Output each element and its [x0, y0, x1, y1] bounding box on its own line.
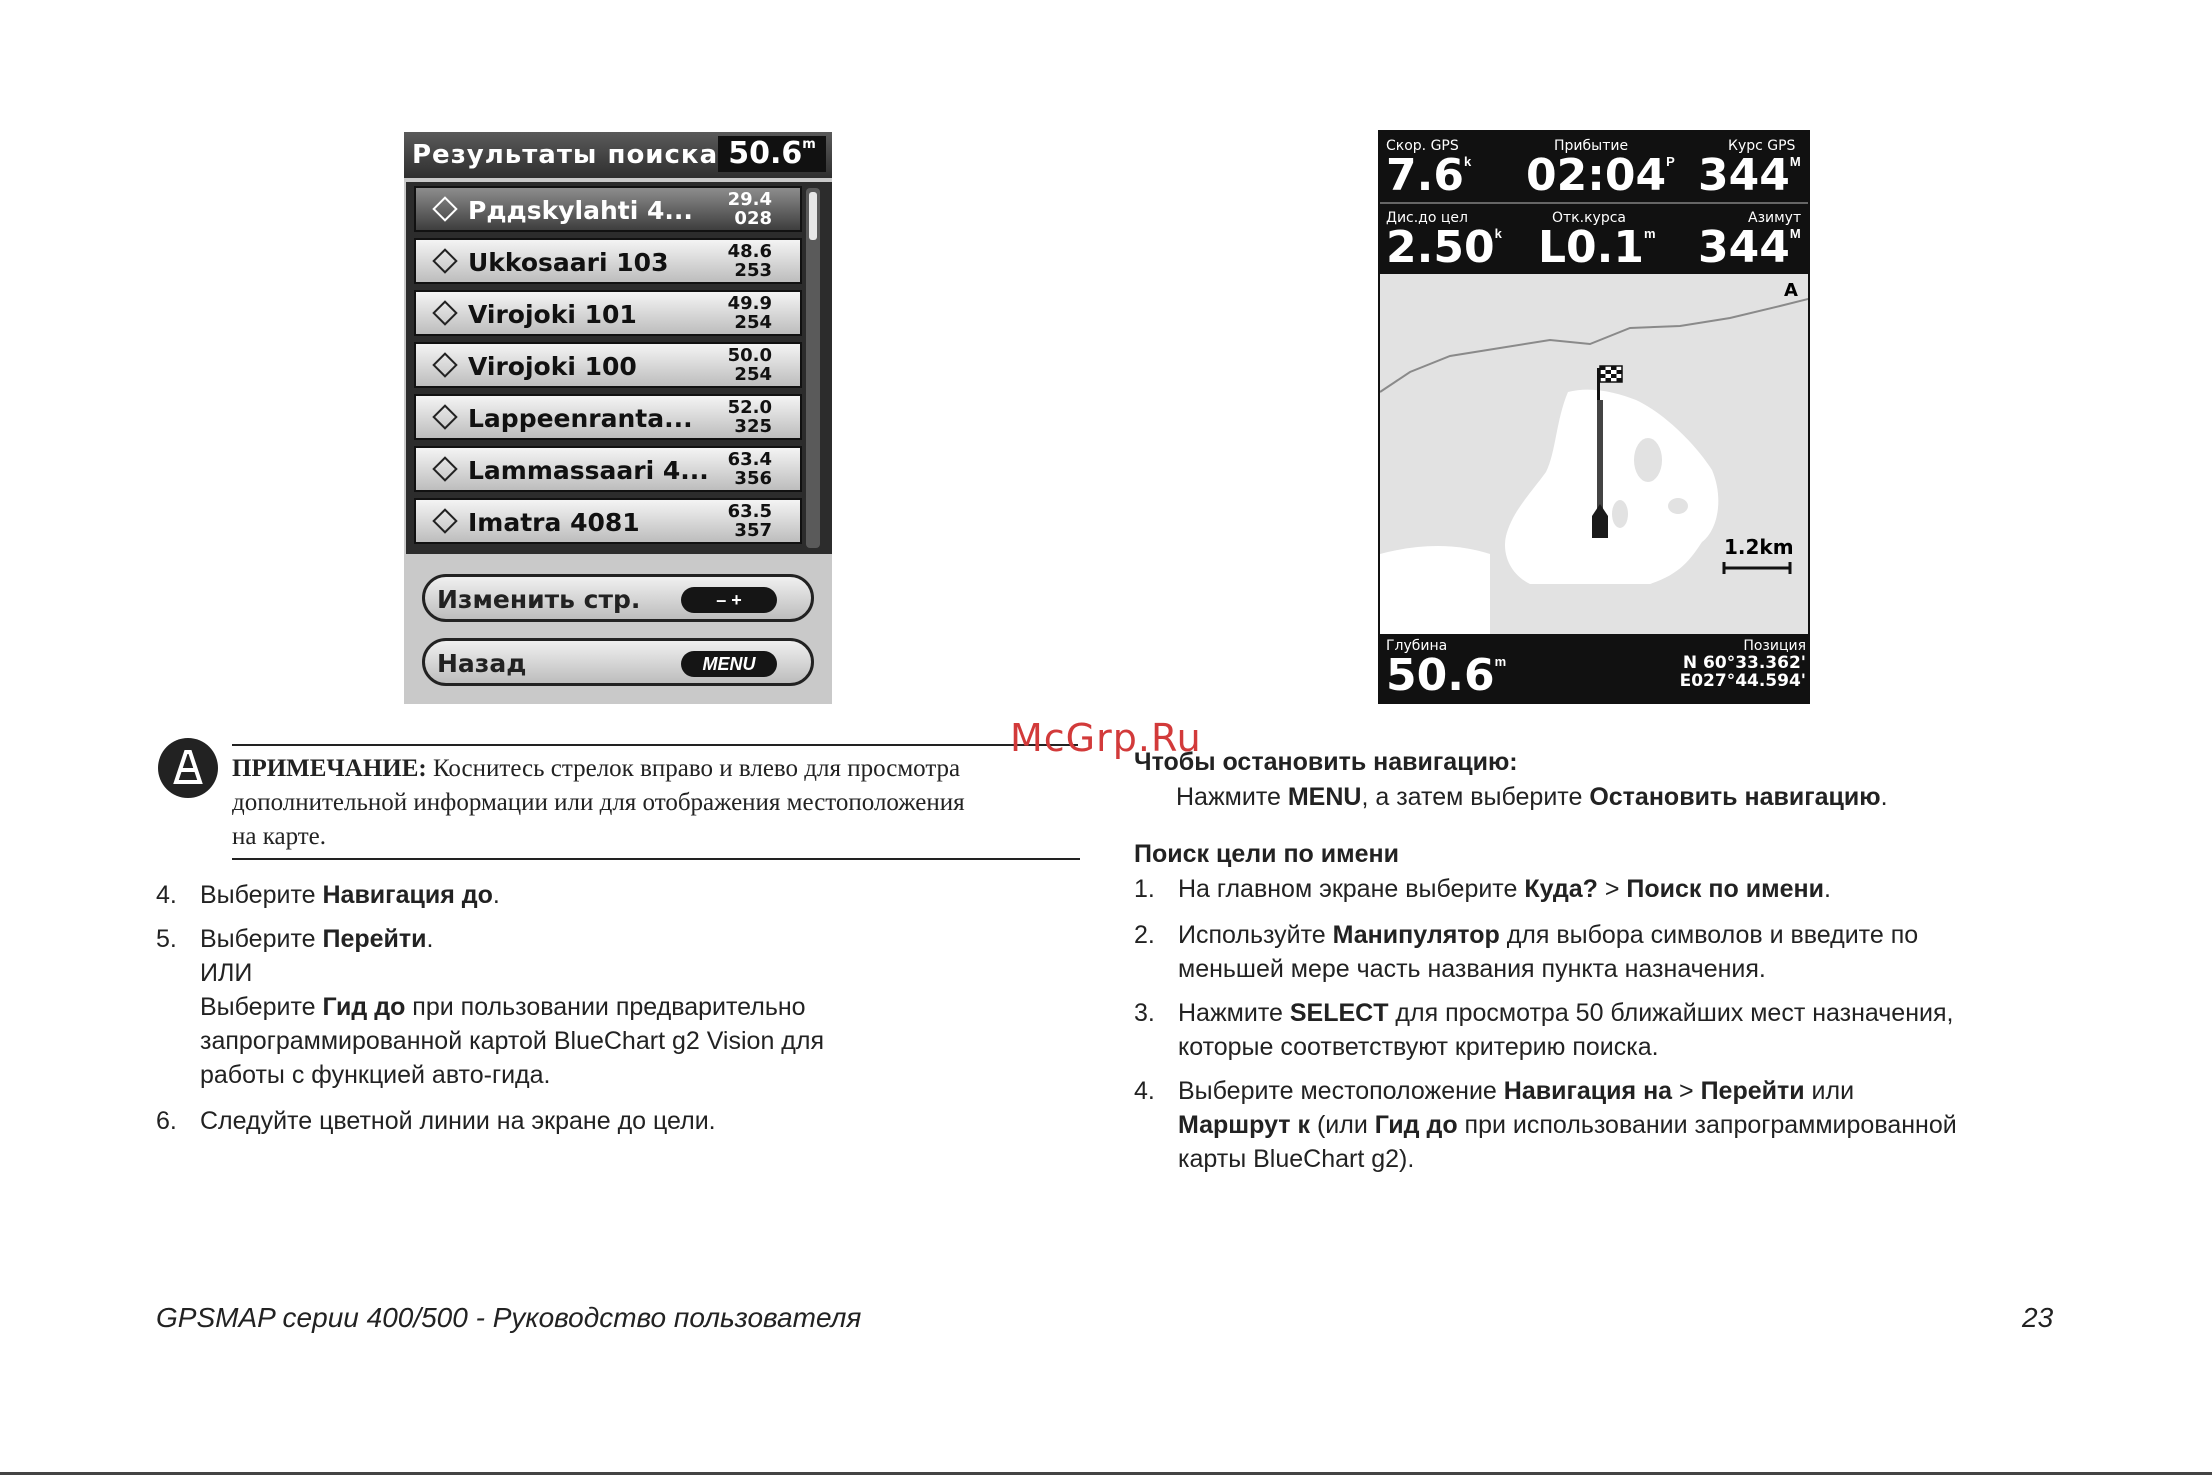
- result-row[interactable]: [414, 498, 802, 544]
- bold-term: Поиск по имени: [1626, 875, 1824, 903]
- step-number: 6.: [156, 1107, 177, 1135]
- result-name: Ukkosaari 103: [468, 248, 669, 277]
- result-bearing: 357: [734, 520, 772, 541]
- text-run: .: [1823, 875, 1831, 903]
- results-scrollbar[interactable]: [806, 188, 820, 548]
- back-button[interactable]: [422, 638, 814, 686]
- step-text: [1178, 1074, 1957, 1176]
- result-row[interactable]: [414, 446, 802, 492]
- field-unit: m: [1643, 226, 1656, 241]
- result-name: Imatra 4081: [468, 508, 640, 537]
- text-line: которые соответствуют критерию поиска.: [1178, 1033, 1659, 1061]
- page-stepper-pill[interactable]: – +: [681, 587, 777, 613]
- watermark: McGrp.Ru: [1010, 716, 1202, 760]
- result-name: Lappeenranta...: [468, 404, 693, 433]
- bearing-field: [1698, 210, 1802, 273]
- text-run: На главном экране выберите: [1178, 875, 1525, 903]
- step-text: Следуйте цветной линии на экране до цели.: [200, 1107, 716, 1135]
- text-run: при пользовании предварительно: [405, 993, 806, 1021]
- stop-navigation-text: [1176, 780, 1888, 814]
- inlet: [1634, 438, 1662, 482]
- bold-term: Маршрут к: [1178, 1111, 1310, 1139]
- bold-term: Гид до: [1374, 1111, 1458, 1139]
- result-bearing: 254: [734, 364, 772, 385]
- result-distance: 29.4: [727, 189, 772, 210]
- note-text: [232, 752, 1092, 854]
- depth-value: 50.6: [728, 136, 803, 171]
- bold-term: Куда?: [1524, 875, 1598, 903]
- step-number: 3.: [1134, 999, 1155, 1027]
- result-distance: 63.4: [727, 449, 772, 470]
- result-row[interactable]: [414, 290, 802, 336]
- result-distance: 52.0: [727, 397, 772, 418]
- field-value: 02:04: [1526, 150, 1667, 201]
- text-run: .: [492, 881, 500, 909]
- step-number: 5.: [156, 925, 177, 953]
- waypoint-diamond-icon: [432, 196, 457, 221]
- latitude: N 60°33.362': [1682, 653, 1806, 673]
- field-value: L0.1: [1538, 222, 1644, 273]
- result-name: Pддskylahti 4...: [468, 196, 693, 225]
- field-value: 50.6: [1386, 650, 1495, 701]
- result-bearing: 028: [734, 208, 772, 229]
- result-distance: 49.9: [727, 293, 772, 314]
- back-label: Назад: [437, 649, 527, 678]
- step-text: [1178, 996, 1953, 1064]
- text-line: ИЛИ: [200, 959, 253, 987]
- field-unit: M: [1789, 226, 1801, 241]
- text-line: запрограммированной картой BlueChart g2 Vision для: [200, 1027, 825, 1055]
- step-text: [1178, 872, 1831, 906]
- field-caption: Прибытие: [1554, 138, 1629, 154]
- result-row[interactable]: [414, 394, 802, 440]
- result-name: Lammassaari 4...: [468, 456, 709, 485]
- field-unit: m: [1494, 654, 1507, 669]
- stop-navigation-heading: Чтобы остановить навигацию:: [1134, 748, 1518, 776]
- field-caption: Отк.курса: [1552, 210, 1626, 226]
- waypoint-diamond-icon: [432, 508, 457, 533]
- course-line: [1597, 400, 1603, 510]
- field-value: 344: [1698, 150, 1790, 201]
- screen-header: [404, 132, 832, 178]
- text-run: Выберите: [200, 881, 323, 909]
- text-run: Нажмите: [1176, 783, 1288, 811]
- result-name: Virojoki 101: [468, 300, 637, 329]
- bold-term: Перейти: [1700, 1077, 1805, 1105]
- result-distance: 48.6: [727, 241, 772, 262]
- distance-to-dest-field: [1386, 210, 1502, 273]
- waypoint-diamond-icon: [432, 248, 457, 273]
- note-line-1: [232, 752, 1092, 786]
- gps-speed-field: [1386, 138, 1472, 201]
- field-unit: k: [1494, 226, 1502, 241]
- bold-term: Гид до: [322, 993, 406, 1021]
- result-bearing: 356: [734, 468, 772, 489]
- waypoint-diamond-icon: [432, 352, 457, 377]
- text-line: [1178, 1074, 1957, 1108]
- field-unit: k: [1463, 154, 1472, 169]
- bold-term: Перейти: [322, 925, 427, 953]
- position-field: [1680, 638, 1806, 690]
- text-run: >: [1597, 875, 1627, 903]
- waypoint-diamond-icon: [432, 456, 457, 481]
- field-caption: Позиция: [1743, 638, 1806, 654]
- scale-label: 1.2km: [1724, 535, 1794, 559]
- text-run: .: [426, 925, 434, 953]
- screen-title: Результаты поиска: [412, 140, 719, 170]
- field-caption: Глубина: [1386, 638, 1448, 654]
- bold-term: SELECT: [1289, 999, 1389, 1027]
- bottom-data-bar: [1380, 634, 1810, 704]
- bold-term: Остановить навигацию: [1589, 783, 1881, 811]
- text-run: или: [1804, 1077, 1855, 1105]
- off-course-field: [1538, 210, 1656, 273]
- text-run: для выбора символов и введите по: [1499, 921, 1919, 949]
- destination-flag-icon: [1600, 366, 1622, 382]
- field-caption: Курс GPS: [1728, 138, 1796, 154]
- result-distance: 50.0: [727, 345, 772, 366]
- scrollbar-thumb[interactable]: [809, 192, 817, 240]
- step-text: [1178, 918, 1918, 986]
- depth-field: [1386, 638, 1507, 701]
- text-run: , а затем выберите: [1361, 783, 1590, 811]
- note-icon: [156, 736, 220, 800]
- text-line: [1178, 1108, 1957, 1142]
- depth-readout: [718, 136, 826, 172]
- field-value: 7.6: [1386, 150, 1464, 201]
- shore-area: [1380, 546, 1490, 634]
- menu-key-pill: MENU: [681, 651, 777, 677]
- step-number: 2.: [1134, 921, 1155, 949]
- page-number: 23: [2022, 1302, 2054, 1333]
- change-page-label: Изменить стр.: [437, 585, 641, 614]
- field-caption: Дис.до цел: [1386, 210, 1468, 226]
- text-run: Выберите местоположение: [1178, 1077, 1504, 1105]
- inlet: [1612, 500, 1628, 528]
- field-value: 2.50: [1386, 222, 1495, 273]
- field-caption: Азимут: [1748, 210, 1802, 226]
- bold-term: Навигация на: [1503, 1077, 1673, 1105]
- result-bearing: 254: [734, 312, 772, 333]
- step-number: 4.: [156, 881, 177, 909]
- map-graphic: [1380, 274, 1810, 634]
- text-line: работы с функцией авто-гида.: [200, 1061, 551, 1089]
- change-page-button[interactable]: [422, 574, 814, 622]
- text-line: [1178, 996, 1953, 1030]
- result-row[interactable]: [414, 238, 802, 284]
- step-text: [200, 922, 824, 1092]
- footer-title: GPSMAP серии 400/500 - Руководство пользователя: [156, 1302, 862, 1333]
- chart-map[interactable]: [1380, 274, 1810, 634]
- arrival-field: [1526, 138, 1675, 201]
- depth-unit: m: [802, 137, 816, 152]
- text-run: >: [1672, 1077, 1701, 1105]
- gps-course-field: [1698, 138, 1801, 201]
- text-line: карты BlueChart g2).: [1178, 1145, 1415, 1173]
- text-line: меньшей мере часть названия пункта назначения.: [1178, 955, 1766, 983]
- text-run: (или: [1310, 1111, 1375, 1139]
- result-bearing: 253: [734, 260, 772, 281]
- result-bearing: 325: [734, 416, 772, 437]
- waypoint-diamond-icon: [432, 404, 457, 429]
- bold-term: Навигация до: [322, 881, 493, 909]
- field-divider: [1380, 202, 1810, 204]
- field-unit: M: [1789, 154, 1801, 169]
- text-run: Используйте: [1178, 921, 1333, 949]
- text-line: [200, 990, 824, 1024]
- bold-term: Манипулятор: [1332, 921, 1500, 949]
- text-run: Выберите: [200, 993, 323, 1021]
- result-distance: 63.5: [727, 501, 772, 522]
- search-results-screen: [404, 132, 832, 704]
- step-number: 4.: [1134, 1077, 1155, 1105]
- field-unit: P: [1666, 154, 1675, 169]
- text-run: для просмотра 50 ближайших мест назначения,: [1388, 999, 1954, 1027]
- field-value: 344: [1698, 222, 1790, 273]
- result-name: Virojoki 100: [468, 352, 637, 381]
- step-text: [200, 878, 500, 912]
- data-fields-bar: [1380, 132, 1810, 274]
- navigation-map-screen: [1378, 130, 1810, 704]
- note-top-rule: [232, 744, 1078, 746]
- field-caption: Скор. GPS: [1386, 138, 1459, 154]
- text-line: [1178, 918, 1918, 952]
- search-by-name-heading: Поиск цели по имени: [1134, 840, 1399, 868]
- note-label: ПРИМЕЧАНИЕ:: [232, 755, 427, 782]
- bold-term: MENU: [1287, 783, 1362, 811]
- step-number: 1.: [1134, 875, 1155, 903]
- text-run: Нажмите: [1178, 999, 1290, 1027]
- waypoint-diamond-icon: [432, 300, 457, 325]
- longitude: E027°44.594': [1679, 671, 1806, 691]
- result-row[interactable]: [414, 342, 802, 388]
- result-row[interactable]: [414, 186, 802, 232]
- text-run: Выберите: [200, 925, 323, 953]
- note-line-text: Коснитесь стрелок вправо и влево для просмотра: [432, 755, 961, 782]
- text-run: .: [1880, 783, 1888, 811]
- inlet: [1668, 498, 1688, 514]
- north-arrow-icon: A: [1784, 280, 1798, 301]
- note-line-3: на карте.: [232, 823, 327, 850]
- note-bottom-rule: [232, 858, 1080, 860]
- text-line: [200, 922, 824, 956]
- text-run: при использовании запрограммированной: [1457, 1111, 1957, 1139]
- note-line-2: дополнительной информации или для отображения местоположения: [232, 789, 965, 816]
